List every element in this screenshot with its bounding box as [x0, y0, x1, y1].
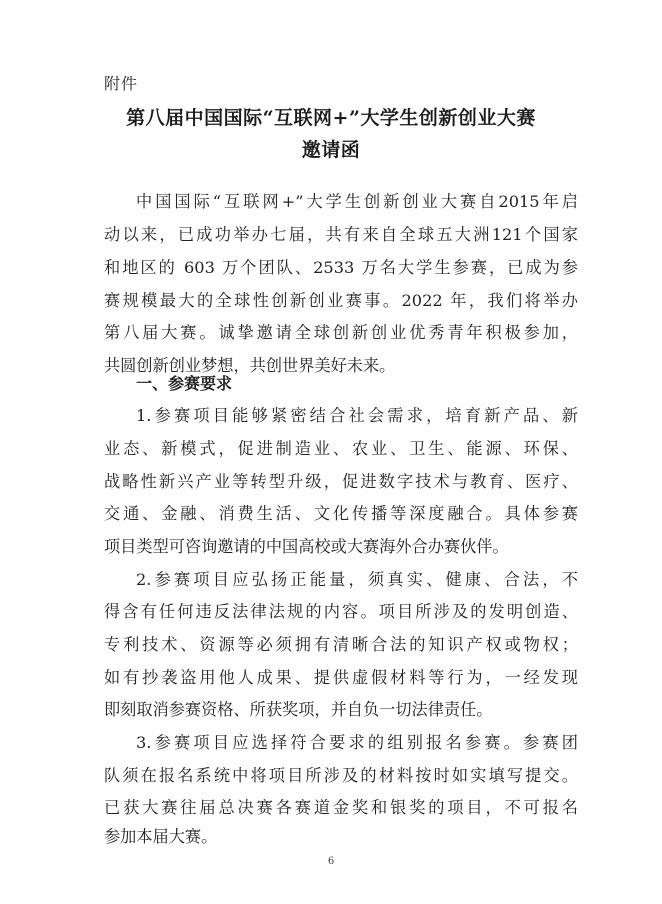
paragraph-line: 项目类型可咨询邀请的中国高校或大赛海外合办赛伙伴。	[104, 537, 509, 556]
document-subtitle: 邀请函	[301, 139, 361, 161]
paragraph-line: 第八届大赛。诚挚邀请全球创新创业优秀青年积极参加，	[104, 323, 578, 342]
paragraph-line: 队须在报名系统中将项目所涉及的材料按时如实填写提交。	[104, 766, 578, 785]
paragraph-line: 共圆创新创业梦想，共创世界美好未来。	[104, 356, 396, 375]
section-heading: 一、参赛要求	[136, 374, 233, 393]
attachment-label: 附件	[104, 74, 139, 93]
paragraph-line: 如有抄袭盗用他人成果、提供虚假材料等行为，一经发现	[104, 668, 578, 687]
paragraph-line: 1.参赛项目能够紧密结合社会需求，培育新产品、新	[136, 406, 578, 425]
paragraph-line: 2.参赛项目应弘扬正能量，须真实、健康、合法，不	[136, 570, 578, 589]
paragraph-line: 中国国际“互联网+”大学生创新创业大赛自2015年启	[136, 192, 578, 211]
document-title: 第八届中国国际“互联网+”大学生创新创业大赛	[126, 107, 536, 129]
page-number: 6	[327, 856, 335, 867]
paragraph-line: 已获大赛往届总决赛各赛道金奖和银奖的项目，不可报名	[104, 798, 578, 817]
paragraph-line: 3.参赛项目应选择符合要求的组别报名参赛。参赛团	[136, 733, 578, 752]
paragraph-line: 即刻取消参赛资格、所获奖项，并自负一切法律责任。	[104, 700, 493, 719]
paragraph-line: 交通、金融、消费生活、文化传播等深度融合。具体参赛	[104, 504, 578, 523]
paragraph-line: 业态、新模式，促进制造业、农业、卫生、能源、环保、	[104, 439, 578, 458]
paragraph-line: 得含有任何违反法律法规的内容。项目所涉及的发明创造、	[104, 602, 578, 621]
paragraph-line: 动以来，已成功举办七届，共有来自全球五大洲121个国家	[104, 225, 578, 244]
paragraph-line: 专利技术、资源等必须拥有清晰合法的知识产权或物权；	[104, 635, 578, 654]
paragraph-line: 参加本届大赛。	[104, 827, 218, 846]
paragraph-line: 和地区的 603 万个团队、2533 万名大学生参赛，已成为参	[104, 258, 578, 277]
paragraph-line: 赛规模最大的全球性创新创业赛事。2022 年，我们将举办	[104, 291, 578, 310]
paragraph-line: 战略性新兴产业等转型升级，促进数字技术与教育、医疗、	[104, 472, 578, 491]
